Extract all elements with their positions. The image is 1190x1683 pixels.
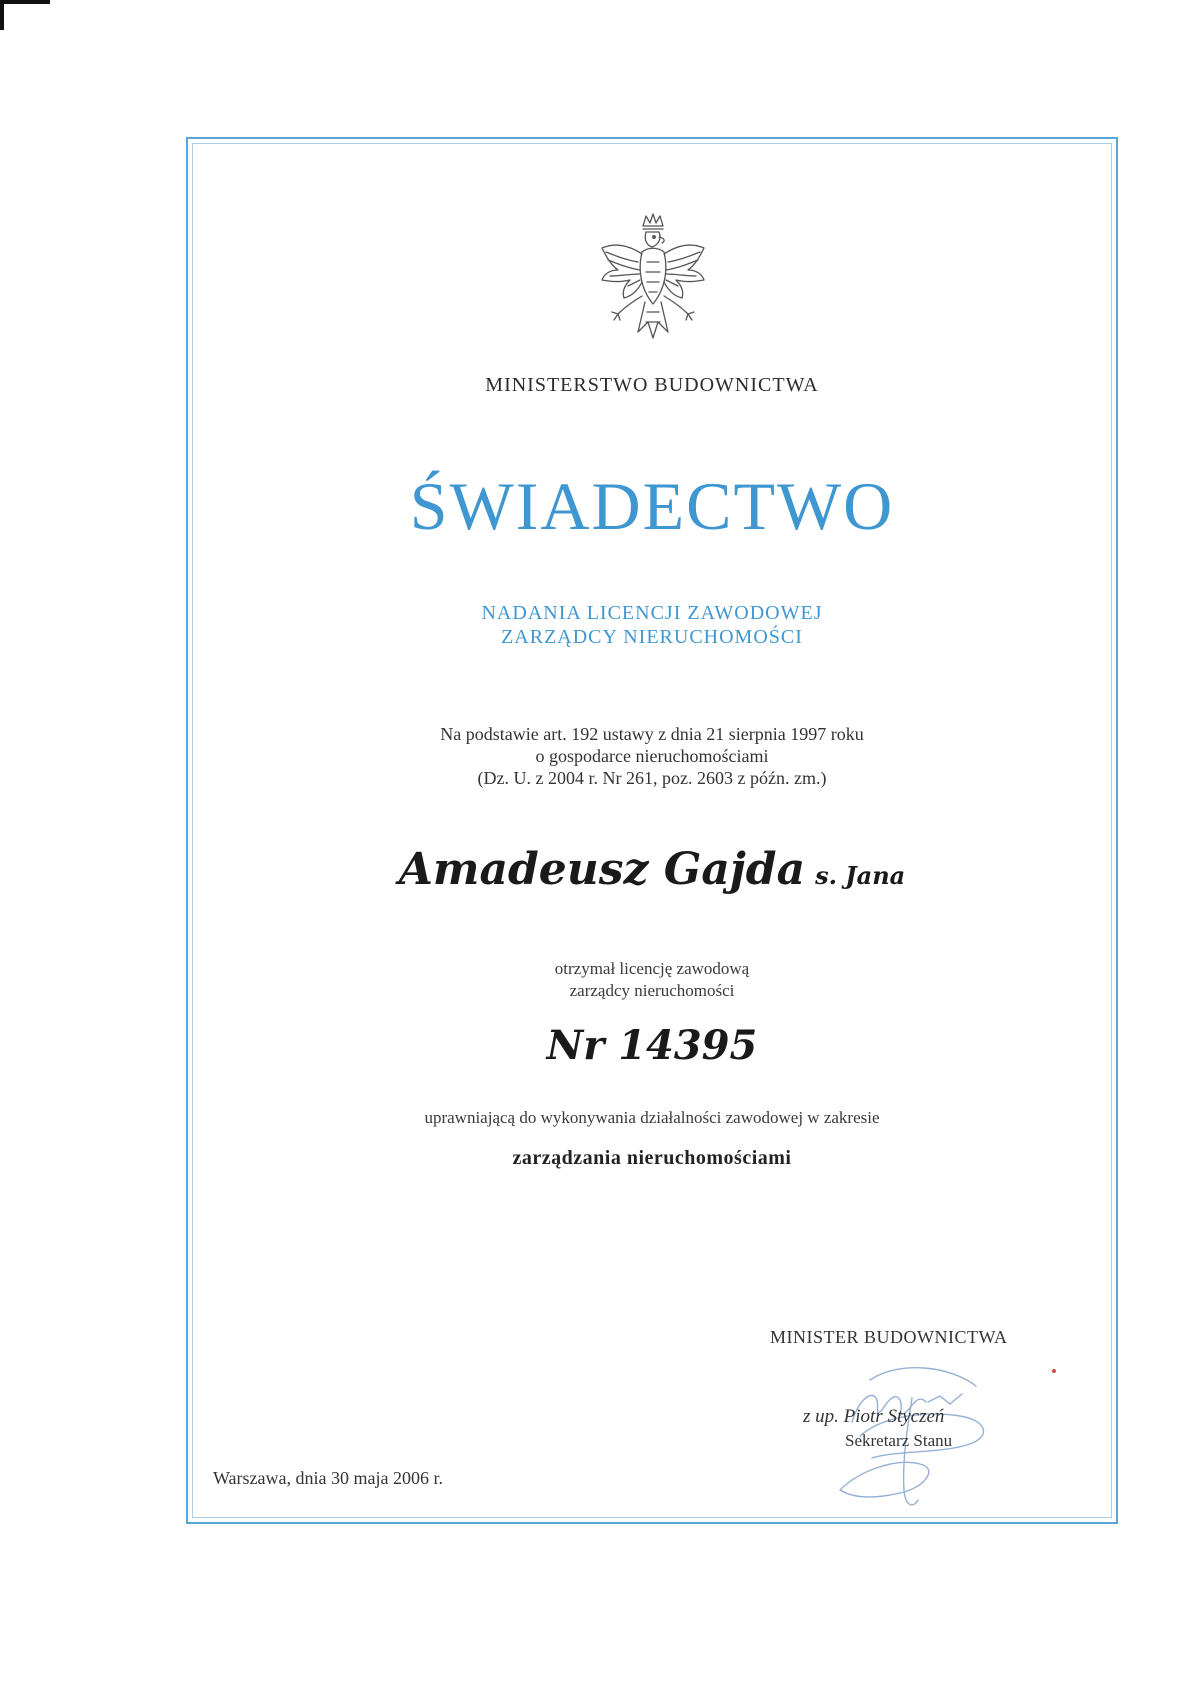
place-and-date: Warszawa, dnia 30 maja 2006 r. — [213, 1468, 443, 1488]
recipient-parent: s. Jana — [815, 861, 906, 890]
legal-basis-line3: (Dz. U. z 2004 r. Nr 261, poz. 2603 z późn. zm.) — [477, 768, 827, 788]
ink-speck — [1052, 1369, 1056, 1373]
recipient — [190, 844, 1114, 895]
received-licence-line2: zarządcy nieruchomości — [569, 981, 735, 1000]
recipient-name: Amadeusz Gajda — [398, 844, 806, 895]
certificate-subtitle-line2: ZARZĄDCY NIERUCHOMOŚCI — [501, 626, 803, 648]
legal-basis-line1: Na podstawie art. 192 ustawy z dnia 21 sierpnia 1997 roku — [440, 724, 864, 744]
scope-description: uprawniającą do wykonywania działalności zawodowej w zakresie — [424, 1108, 880, 1127]
signatory-title: MINISTER BUDOWNICTWA — [770, 1327, 1008, 1347]
legal-basis-line2: o gospodarce nieruchomościami — [535, 746, 769, 766]
handwritten-signature — [800, 1340, 1010, 1520]
signatory-role: Sekretarz Stanu — [845, 1431, 953, 1450]
licence-number: Nr 14395 — [546, 1022, 758, 1069]
certificate-title: ŚWIADECTWO — [409, 468, 895, 544]
received-licence-line1: otrzymał licencję zawodową — [554, 959, 750, 978]
signatory-name: z up. Piotr Styczeń — [803, 1406, 945, 1427]
polish-eagle-emblem-icon — [590, 212, 716, 352]
scope-field: zarządzania nieruchomościami — [512, 1147, 792, 1169]
certificate-subtitle-line1: NADANIA LICENCJI ZAWODOWEJ — [481, 602, 823, 624]
scan-corner-mark — [0, 0, 50, 30]
ministry-heading: MINISTERSTWO BUDOWNICTWA — [485, 374, 819, 396]
